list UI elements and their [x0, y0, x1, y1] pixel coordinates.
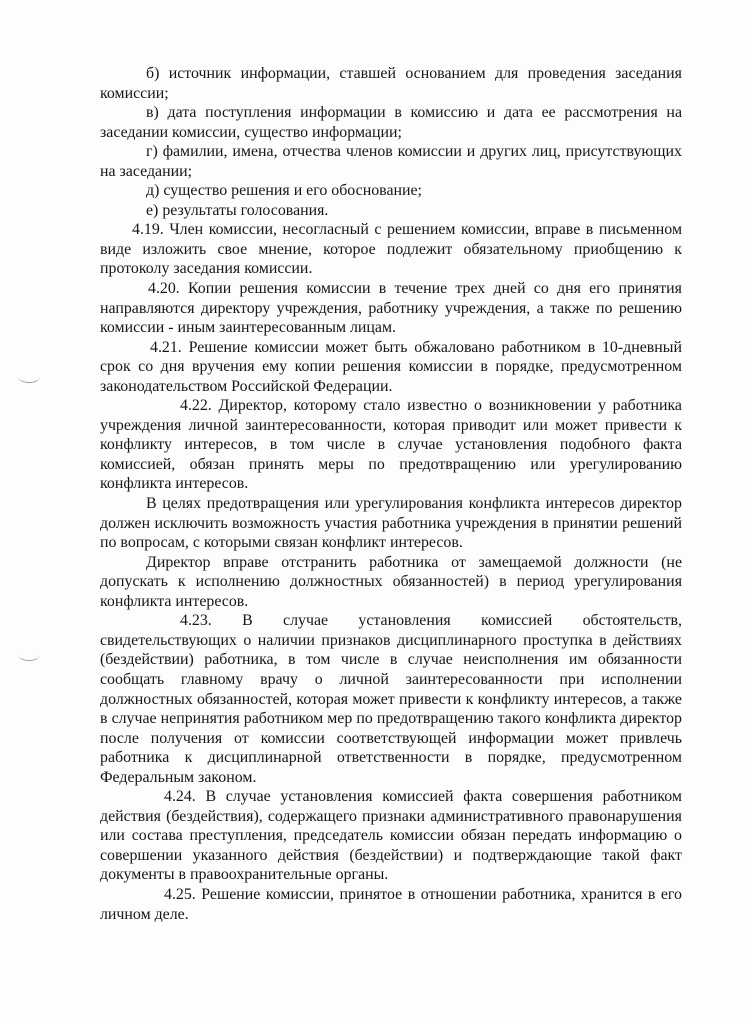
paragraph-director-suspension: Директор вправе отстранить работника от замещаемой должности (не допускать к исполнению должностных обязанностей) в период урегулирования конфликта интересов.: [100, 553, 682, 610]
paragraph-4-19: 4.19. Член комиссии, несогласный с решением комиссии, вправе в письменном виде изложить свое мнение, которое подлежит обязательному приобщению к протоколу заседания комиссии.: [100, 221, 682, 278]
paragraph-item-b: б) источник информации, ставшей основанием для проведения заседания комиссии;: [100, 65, 682, 102]
punch-hole-mark-bottom: [18, 648, 40, 661]
paragraph-4-25: 4.25. Решение комиссии, принятое в отношении работника, хранится в его личном деле.: [100, 885, 682, 923]
paragraph-item-g: г) фамилии, имена, отчества членов комиссии и других лиц, присутствующих на заседании;: [100, 143, 682, 180]
punch-hole-mark-top: [18, 370, 40, 383]
paragraph-4-21: 4.21. Решение комиссии может быть обжаловано работником в 10-дневный срок со дня вручения ему копии решения комиссии в порядке, предусмотренном законодательством Российской Федерации.: [100, 338, 682, 395]
paragraph-4-22: 4.22. Директор, которому стало известно о возникновении у работника учреждения личной заинтересованности, которая приводит или может привести к конфликту интересов, в том числе в случае установления подобного факта комиссией, обязан принять меры по предотвращению или урегулированию конфликта интересов.: [100, 397, 682, 493]
paragraph-4-23: 4.23. В случае установления комиссией обстоятельств, свидетельствующих о наличии признаков дисциплинарного проступка в действиях (бездействии) работника, в том числе в случае неисполнения им обязанности сообщать главному врачу о личной заинтересованности при исполнении должностных обязанностей, которая может привести к конфликту интересов, а также в случае непринятия работником мер по предотвращению такого конфликта директор после получения от комиссии соответствующей информации может привлечь работника к дисциплинарной ответственности в порядке, предусмотренном Федеральным законом.: [100, 612, 682, 786]
paragraph-item-e: е) результаты голосования.: [146, 201, 329, 219]
paragraph-item-d: д) существо решения и его обоснование;: [146, 182, 422, 200]
paragraph-item-v: в) дата поступления информации в комиссию и дата ее рассмотрения на заседании комиссии, существо информации;: [100, 104, 682, 141]
document-body: [100, 64, 682, 924]
paragraph-conflict-prevention: В целях предотвращения или урегулирования конфликта интересов директор должен исключить возможность участия работника учреждения в принятии решений по вопросам, с которыми связан конфликт интересов.: [100, 495, 682, 552]
paragraph-4-20: 4.20. Копии решения комиссии в течение трех дней со дня его принятия направляются директору учреждения, работнику учреждения, а также по решению комиссии - иным заинтересованным лицам.: [100, 280, 682, 337]
paragraph-4-24: 4.24. В случае установления комиссией факта совершения работником действия (бездействия), содержащего признаки административного правонарушения или состава преступления, председатель комиссии обязан передать информацию о совершении указанного действия (бездействии) и подтверждающие такой факт документы в правоохранительные органы.: [100, 788, 682, 884]
